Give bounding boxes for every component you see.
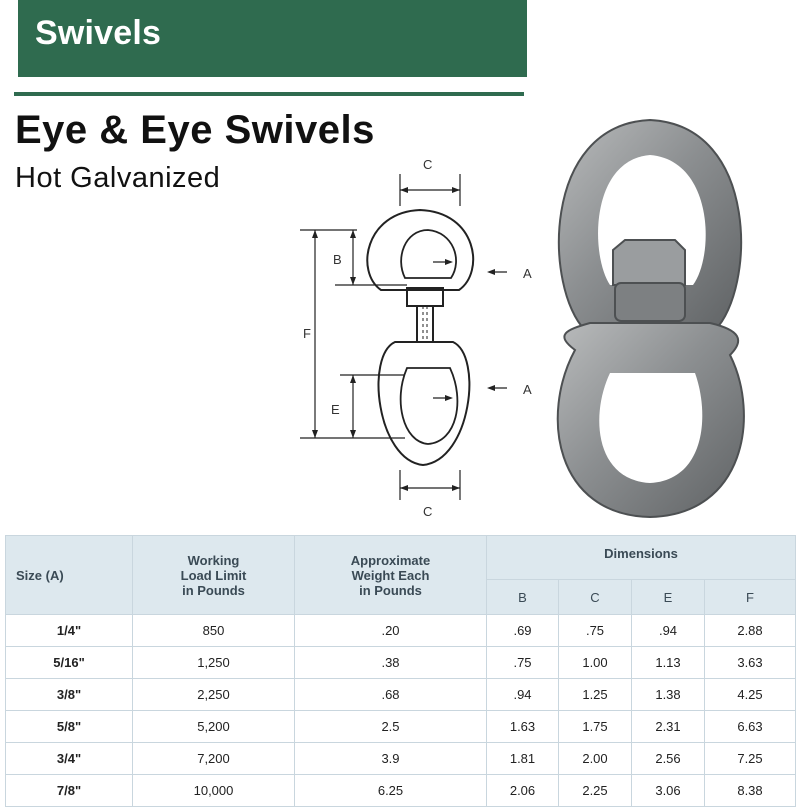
dim-label-f: F bbox=[303, 326, 311, 341]
table-row bbox=[6, 711, 796, 743]
cell-b: .75 bbox=[487, 647, 559, 679]
table-row bbox=[6, 775, 796, 807]
cell-weight: .20 bbox=[295, 615, 487, 647]
cell-e: 3.06 bbox=[632, 775, 705, 807]
cell-c: 2.00 bbox=[559, 743, 632, 775]
dimension-diagram bbox=[295, 160, 545, 520]
cell-wll: 10,000 bbox=[133, 775, 295, 807]
cell-e: 1.13 bbox=[632, 647, 705, 679]
col-header-wll: Working Load Limit in Pounds bbox=[133, 536, 295, 615]
col-header-size: Size (A) bbox=[6, 536, 133, 615]
cell-b: 1.81 bbox=[487, 743, 559, 775]
dim-label-c-top: C bbox=[423, 160, 433, 172]
cell-c: 1.00 bbox=[559, 647, 632, 679]
cell-e: 1.38 bbox=[632, 679, 705, 711]
header-banner bbox=[18, 0, 527, 77]
cell-c: 2.25 bbox=[559, 775, 632, 807]
cell-b: 2.06 bbox=[487, 775, 559, 807]
cell-f: 7.25 bbox=[705, 743, 796, 775]
cell-b: .69 bbox=[487, 615, 559, 647]
cell-e: 2.31 bbox=[632, 711, 705, 743]
cell-f: 8.38 bbox=[705, 775, 796, 807]
divider-rule bbox=[14, 92, 524, 96]
col-header-weight: Approximate Weight Each in Pounds bbox=[295, 536, 487, 615]
banner-title: Swivels bbox=[35, 14, 162, 52]
lower-eye-outline bbox=[379, 342, 470, 465]
table-row bbox=[6, 647, 796, 679]
cell-size: 3/8" bbox=[6, 679, 133, 711]
cell-wll: 2,250 bbox=[133, 679, 295, 711]
cell-f: 2.88 bbox=[705, 615, 796, 647]
col-header-f: F bbox=[705, 580, 796, 615]
dim-label-b: B bbox=[333, 252, 342, 267]
cell-weight: .38 bbox=[295, 647, 487, 679]
cell-weight: 2.5 bbox=[295, 711, 487, 743]
col-header-dimensions: Dimensions bbox=[487, 536, 796, 580]
cell-size: 5/8" bbox=[6, 711, 133, 743]
col-header-c: C bbox=[559, 580, 632, 615]
dim-label-e: E bbox=[331, 402, 340, 417]
cell-wll: 7,200 bbox=[133, 743, 295, 775]
cell-weight: .68 bbox=[295, 679, 487, 711]
col-header-b: B bbox=[487, 580, 559, 615]
lower-eye-inner bbox=[401, 368, 458, 444]
cell-size: 7/8" bbox=[6, 775, 133, 807]
page-title: Eye & Eye Swivels bbox=[15, 108, 375, 152]
cell-size: 5/16" bbox=[6, 647, 133, 679]
product-photo bbox=[545, 115, 755, 525]
cell-c: 1.25 bbox=[559, 679, 632, 711]
cell-weight: 6.25 bbox=[295, 775, 487, 807]
cell-f: 4.25 bbox=[705, 679, 796, 711]
specification-table bbox=[5, 535, 796, 807]
dim-label-a-bottom: A bbox=[523, 382, 532, 397]
cell-weight: 3.9 bbox=[295, 743, 487, 775]
cell-f: 6.63 bbox=[705, 711, 796, 743]
cell-b: .94 bbox=[487, 679, 559, 711]
dim-label-c-bottom: C bbox=[423, 504, 433, 519]
table-row bbox=[6, 615, 796, 647]
page-subtitle: Hot Galvanized bbox=[15, 162, 221, 194]
cell-c: .75 bbox=[559, 615, 632, 647]
cell-wll: 850 bbox=[133, 615, 295, 647]
cell-b: 1.63 bbox=[487, 711, 559, 743]
cell-size: 3/4" bbox=[6, 743, 133, 775]
dim-label-a-top: A bbox=[523, 266, 532, 281]
cell-e: 2.56 bbox=[632, 743, 705, 775]
cell-wll: 5,200 bbox=[133, 711, 295, 743]
cell-e: .94 bbox=[632, 615, 705, 647]
cell-f: 3.63 bbox=[705, 647, 796, 679]
cell-wll: 1,250 bbox=[133, 647, 295, 679]
table-row bbox=[6, 743, 796, 775]
upper-eye-inner bbox=[401, 230, 456, 278]
cell-c: 1.75 bbox=[559, 711, 632, 743]
cell-size: 1/4" bbox=[6, 615, 133, 647]
table-row bbox=[6, 679, 796, 711]
col-header-e: E bbox=[632, 580, 705, 615]
